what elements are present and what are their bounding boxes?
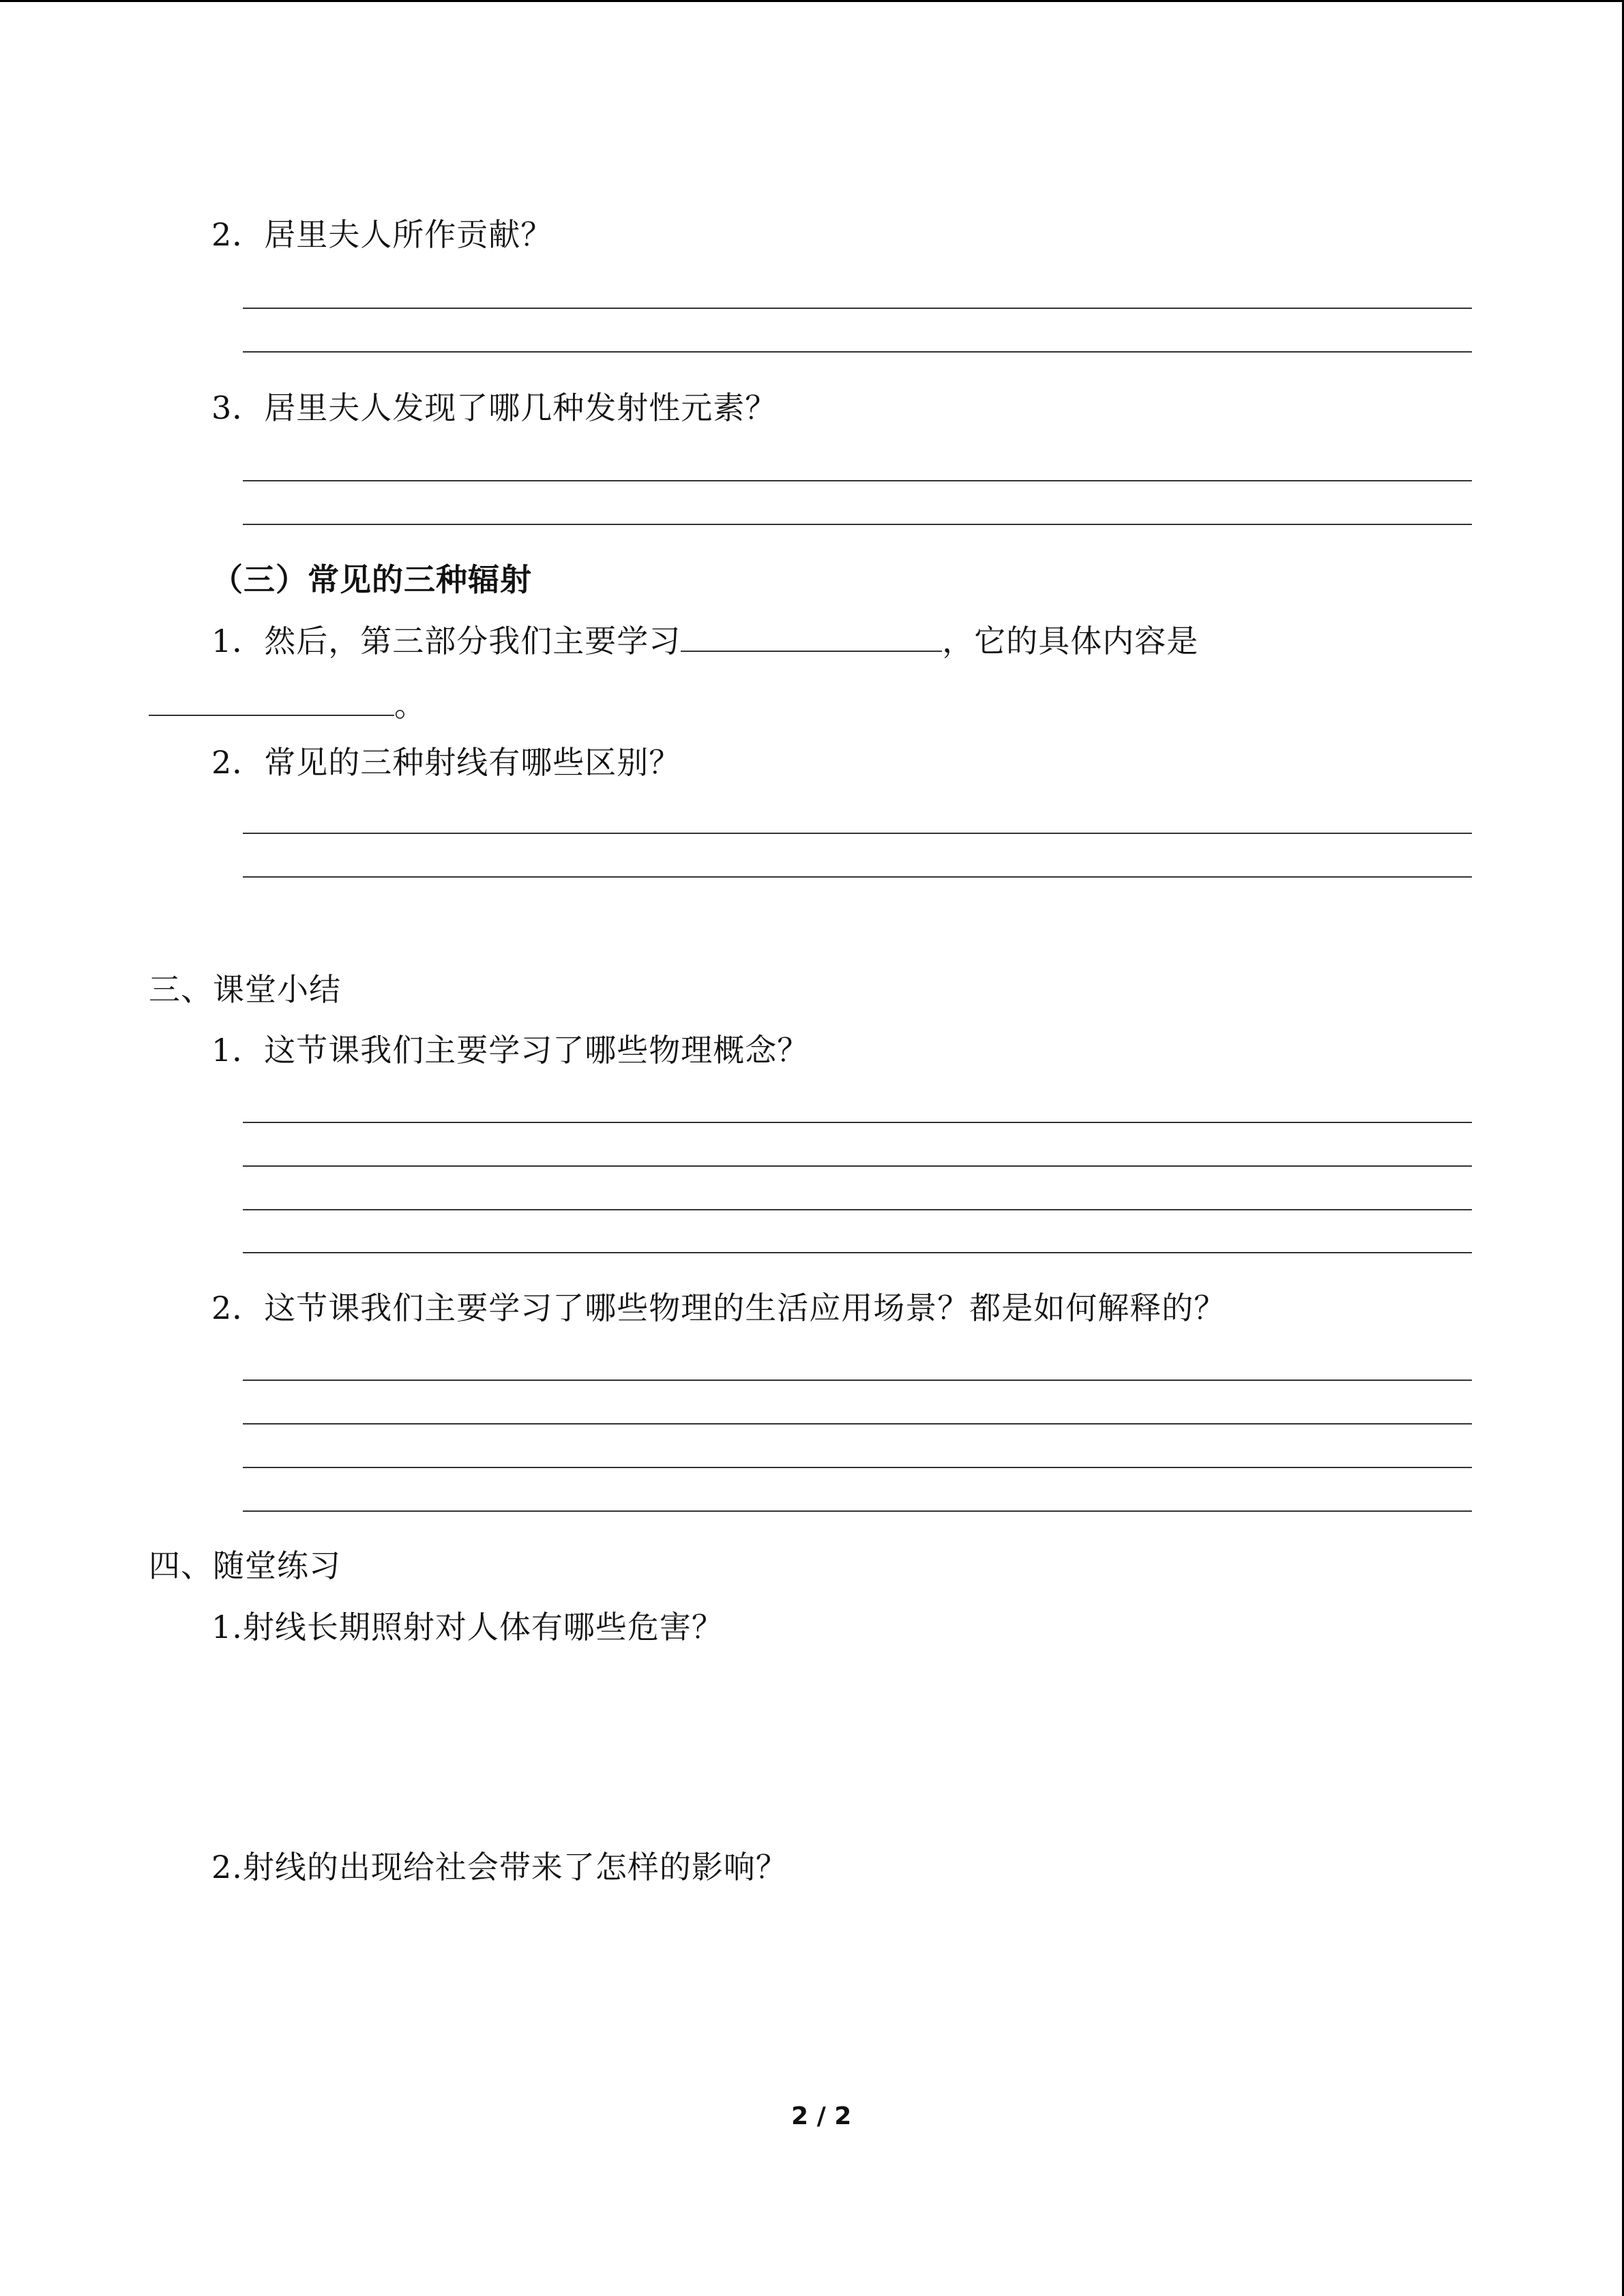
- fill-blank-text-middle: ，它的具体内容是: [942, 623, 1199, 659]
- fill-blank-question-part3: [211, 621, 1198, 661]
- answer-line[interactable]: [243, 1467, 1472, 1468]
- answer-line[interactable]: [243, 524, 1472, 525]
- fill-blank-continuation: [149, 685, 426, 726]
- answer-line[interactable]: [243, 351, 1472, 353]
- answer-line[interactable]: [243, 1380, 1472, 1381]
- answer-line[interactable]: [243, 1423, 1472, 1425]
- question-radioactive-elements: 3．居里夫人发现了哪几种发射性元素？: [211, 389, 778, 426]
- question-curie-contribution: 2．居里夫人所作贡献？: [211, 216, 553, 253]
- answer-line[interactable]: [243, 1122, 1472, 1123]
- fill-blank-field[interactable]: [681, 621, 942, 652]
- answer-line[interactable]: [243, 833, 1472, 834]
- question-radiation-differences: 2．常见的三种射线有哪些区别？: [211, 744, 681, 781]
- practice-question-harm: 1.射线长期照射对人体有哪些危害？: [211, 1609, 724, 1645]
- answer-line[interactable]: [243, 308, 1472, 309]
- answer-line[interactable]: [243, 876, 1472, 878]
- answer-line[interactable]: [243, 480, 1472, 481]
- fill-blank-text-start: 1．然后，第三部分我们主要学习: [211, 623, 681, 659]
- question-life-applications: 2．这节课我们主要学习了哪些物理的生活应用场景？都是如何解释的？: [211, 1289, 1226, 1326]
- subsection-heading-three-radiations: （三）常见的三种辐射: [211, 561, 532, 598]
- answer-line[interactable]: [243, 1510, 1472, 1512]
- section-heading-summary: 三、课堂小结: [149, 971, 341, 1008]
- answer-line[interactable]: [243, 1252, 1472, 1253]
- answer-line[interactable]: [243, 1165, 1472, 1167]
- page-border-top: [0, 0, 1624, 2]
- page-number: 2 / 2: [791, 2102, 852, 2130]
- answer-line[interactable]: [243, 1209, 1472, 1210]
- fill-blank-field[interactable]: [149, 685, 394, 716]
- question-physics-concepts: 1．这节课我们主要学习了哪些物理概念？: [211, 1032, 810, 1069]
- fill-blank-text-end: 。: [394, 687, 426, 724]
- practice-question-society-impact: 2.射线的出现给社会带来了怎样的影响？: [211, 1849, 788, 1885]
- section-heading-practice: 四、随堂练习: [149, 1547, 341, 1584]
